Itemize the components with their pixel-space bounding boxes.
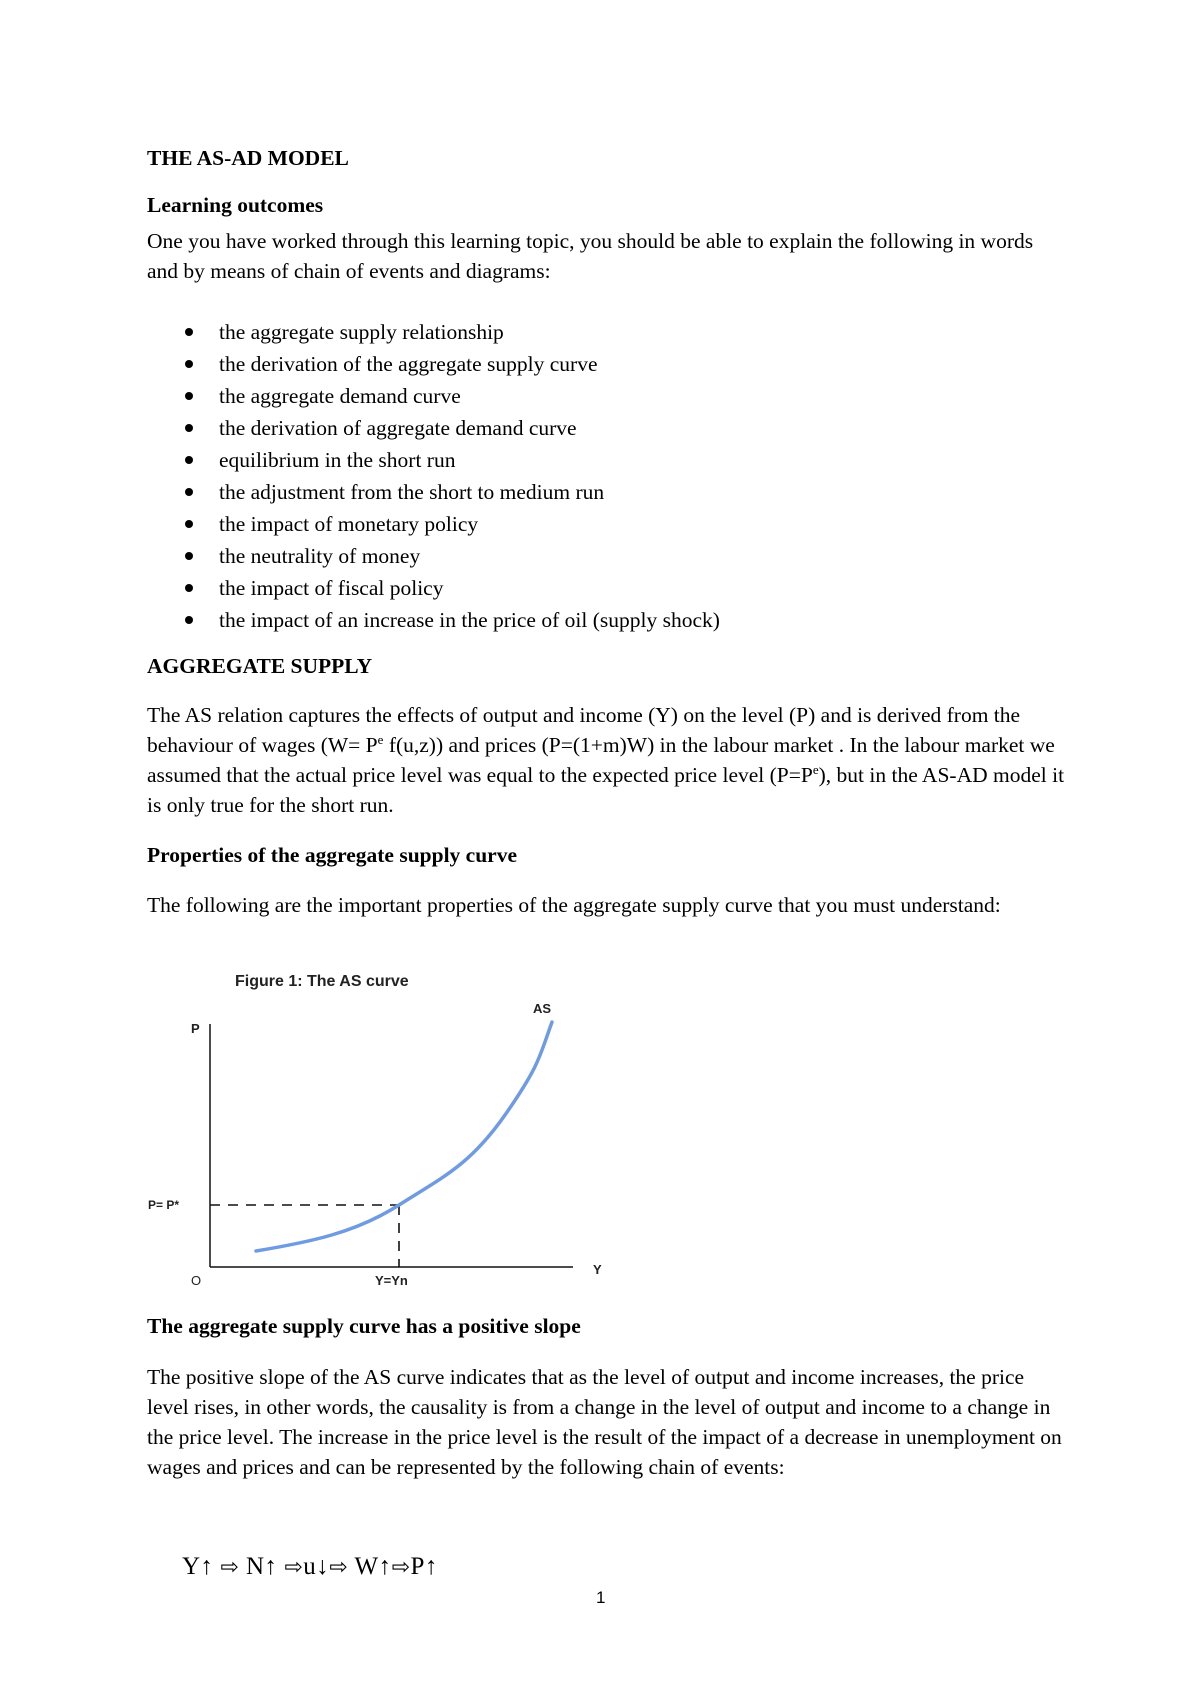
chain-employment-up: N↑ — [246, 1553, 278, 1580]
chain-output-up: Y↑ — [182, 1553, 214, 1580]
properties-intro-paragraph: The following are the important properties of the aggregate supply curve that you must understand: — [147, 893, 1001, 917]
arrow-icon: ⇨ — [220, 1555, 240, 1580]
list-item: the aggregate supply relationship — [147, 316, 720, 348]
chain-wages-up: W↑ — [354, 1553, 392, 1580]
positive-slope-heading: The aggregate supply curve has a positive slope — [147, 1314, 581, 1338]
positive-slope-paragraph: The positive slope of the AS curve indicates that as the level of output and income increases, the price level rises, in other words, the causality is from a change in the level of output and income to a change in the price level. The increase in the price level is the result of the impact of a decrease in unemployment on wages and prices and can be represented by the following chain of events: — [147, 1365, 1062, 1479]
list-item: the aggregate demand curve — [147, 380, 720, 412]
x-axis-label: Y — [593, 1262, 602, 1277]
price-level-label: P= P* — [148, 1198, 180, 1212]
origin-label: O — [191, 1273, 202, 1288]
list-item: the impact of fiscal policy — [147, 572, 720, 604]
chain-of-events — [182, 1553, 438, 1581]
as-relation-paragraph: The AS relation captures the effects of output and income (Y) on the level (P) and is derived from the behaviour of wages ($W= P^e$ f(u,z)) and prices (P=(1+m)W) in the labour market . In the labour market we assumed that the actual price level was equal to the expected price level $(P=P^e)$, but in the AS-AD model it is only true for the short run. — [147, 703, 1065, 817]
arrow-icon: ⇨ — [329, 1555, 349, 1580]
bullet-icon — [185, 392, 193, 400]
document-title: THE AS-AD MODEL — [147, 146, 349, 170]
chain-prices-up: P↑ — [410, 1553, 438, 1580]
page-number: 1 — [596, 1588, 606, 1607]
bullet-icon — [185, 616, 193, 624]
as-curve — [256, 1022, 552, 1251]
list-item: the impact of an increase in the price of oil (supply shock) — [147, 604, 720, 636]
as-curve-figure — [140, 960, 620, 1300]
bullet-icon — [185, 456, 193, 464]
arrow-icon: ⇨ — [284, 1555, 304, 1580]
chain-unemployment-down: u↓ — [303, 1553, 330, 1580]
bullet-icon — [185, 328, 193, 336]
learning-outcomes-heading: Learning outcomes — [147, 193, 324, 217]
intro-paragraph: One you have worked through this learning topic, you should be able to explain the following in words and by means of chain of events and diagrams: — [147, 229, 1034, 283]
natural-output-label: Y=Yn — [375, 1273, 408, 1288]
curve-label: AS — [533, 1001, 552, 1016]
properties-heading: Properties of the aggregate supply curve — [147, 843, 518, 867]
arrow-icon: ⇨ — [391, 1555, 411, 1580]
bullet-icon — [185, 552, 193, 560]
bullet-icon — [185, 584, 193, 592]
bullet-icon — [185, 424, 193, 432]
aggregate-supply-heading: AGGREGATE SUPPLY — [147, 654, 373, 678]
list-item: the adjustment from the short to medium run — [147, 476, 720, 508]
figure-title: Figure 1: The AS curve — [235, 973, 409, 990]
list-item: the impact of monetary policy — [147, 508, 720, 540]
y-axis-label: P — [191, 1021, 200, 1036]
list-item: the derivation of the aggregate supply curve — [147, 348, 720, 380]
bullet-icon — [185, 360, 193, 368]
list-item: equilibrium in the short run — [147, 444, 720, 476]
bullet-icon — [185, 520, 193, 528]
bullet-icon — [185, 488, 193, 496]
outcomes-list — [147, 316, 720, 636]
list-item: the neutrality of money — [147, 540, 720, 572]
list-item: the derivation of aggregate demand curve — [147, 412, 720, 444]
